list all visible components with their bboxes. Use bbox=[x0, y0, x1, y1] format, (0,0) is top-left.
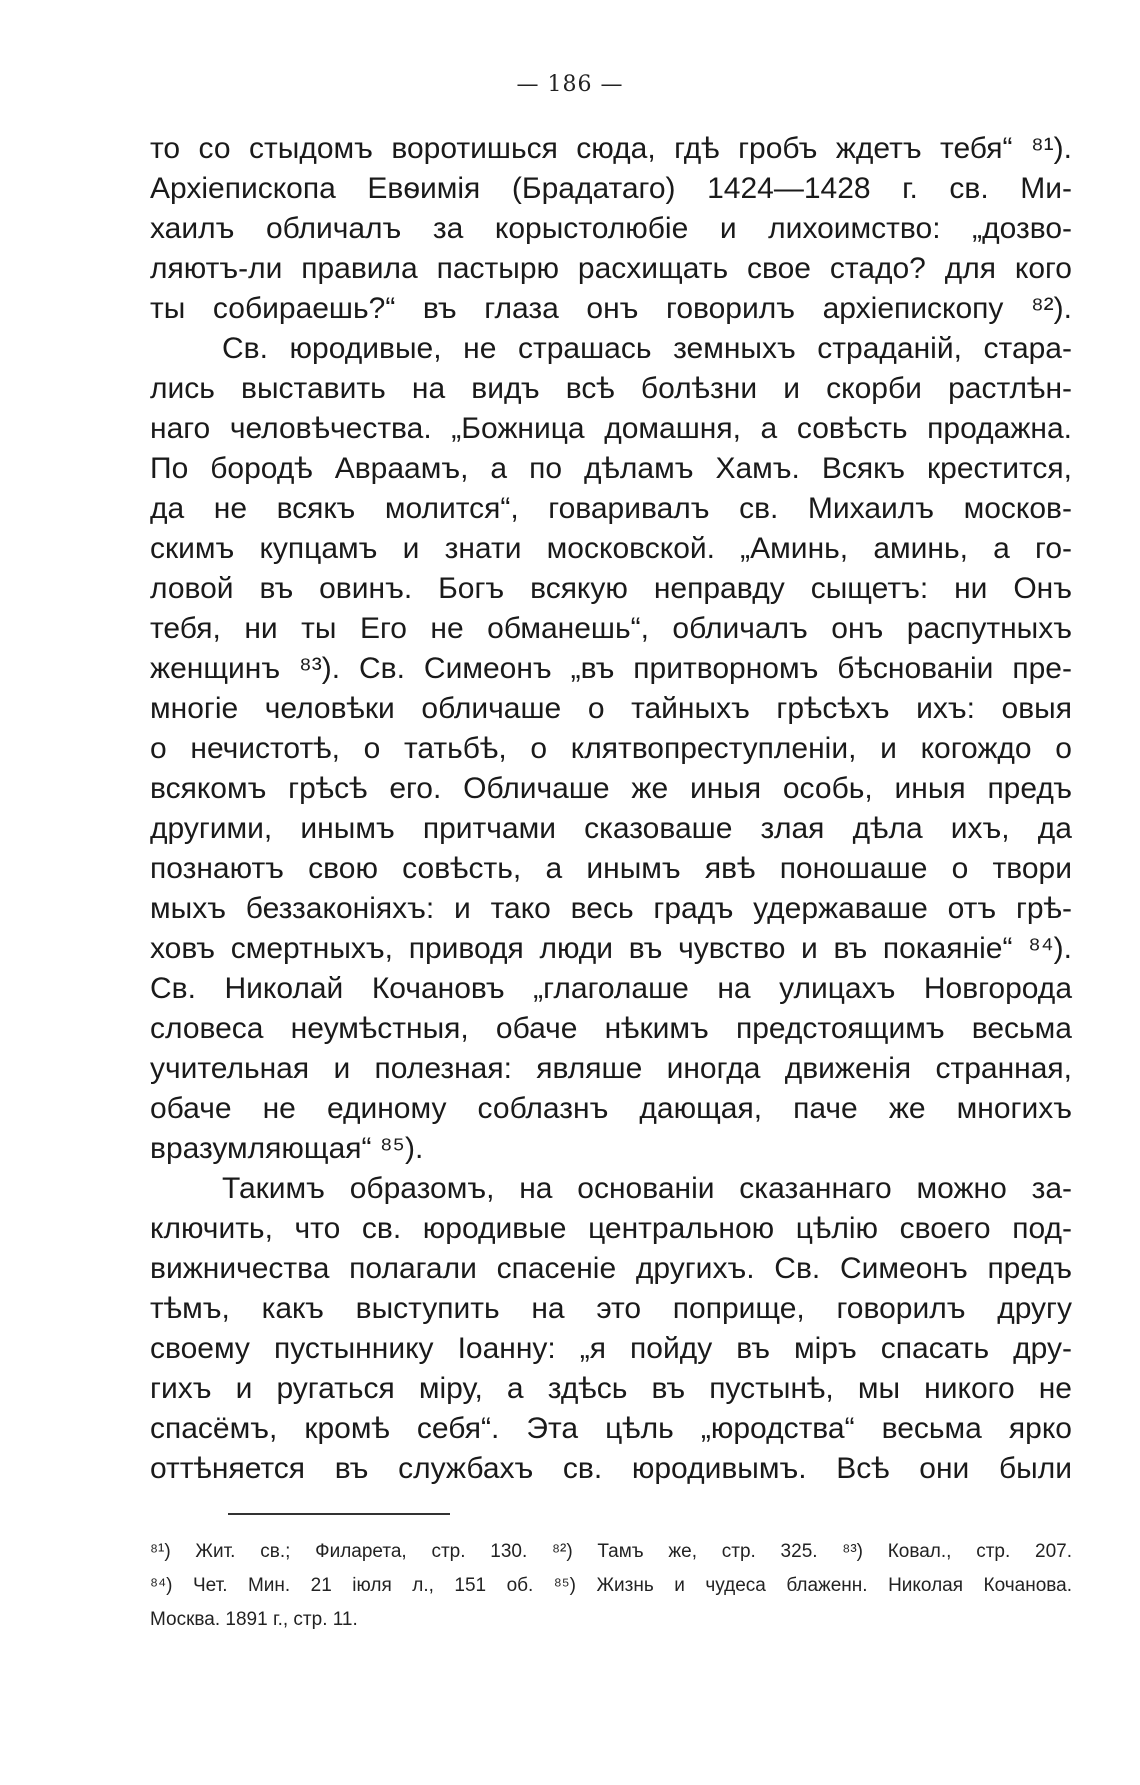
text-line: хаилъ обличалъ за корыстолюбіе и лихоимство: „дозво- bbox=[150, 212, 1072, 245]
text-line: ты собираешь?“ въ глаза онъ говорилъ архіепископу ⁸²). bbox=[150, 292, 1072, 325]
text-line: да не всякъ молится“, говаривалъ св. Михаилъ москов- bbox=[150, 492, 1072, 525]
text-line: многіе человѣки обличаше о тайныхъ грѣсѣхъ ихъ: овыя bbox=[150, 692, 1072, 725]
text-line: мыхъ беззаконіяхъ: и тако весь градъ удержаваше отъ грѣ- bbox=[150, 892, 1072, 925]
text-line: тѣмъ, какъ выступить на это поприще, говорилъ другу bbox=[150, 1292, 1072, 1325]
footnote-divider bbox=[228, 1513, 450, 1515]
text-line: спасёмъ, кромѣ себя“. Эта цѣль „юродства“ весьма ярко bbox=[150, 1412, 1072, 1445]
text-line: По бородѣ Авраамъ, а по дѣламъ Хамъ. Всякъ крестится, bbox=[150, 452, 1072, 485]
paragraph-end-line: вразумляющая“ ⁸⁵). bbox=[150, 1132, 424, 1165]
text-line: гихъ и ругаться міру, а здѣсь въ пустынѣ, мы никого не bbox=[150, 1372, 1072, 1405]
text-line: познаютъ свою совѣсть, а инымъ явѣ поношаше о твори bbox=[150, 852, 1072, 885]
text-line: учительная и полезная: являше иногда движенія странная, bbox=[150, 1052, 1072, 1085]
paragraph-start-line: Такимъ образомъ, на основаніи сказаннаго можно за- bbox=[222, 1172, 1072, 1205]
text-line: вижничества полагали спасеніе другихъ. Св. Симеонъ предъ bbox=[150, 1252, 1072, 1285]
text-line: своему пустыннику Іоанну: „я пойду въ міръ спасать дру- bbox=[150, 1332, 1072, 1365]
text-line: Св. Николай Кочановъ „глаголаше на улицахъ Новгорода bbox=[150, 972, 1072, 1005]
footnote-line: ⁸¹) Жит. св.; Филарета, стр. 130. ⁸²) Тамъ же, стр. 325. ⁸³) Ковал., стр. 207. bbox=[150, 1541, 1072, 1562]
text-line: ключить, что св. юродивые центральною цѣлію своего под- bbox=[150, 1212, 1072, 1245]
footnote-line: ⁸⁴) Чет. Мин. 21 іюля л., 151 об. ⁸⁵) Жизнь и чудеса блаженн. Николая Кочанова. bbox=[150, 1575, 1072, 1596]
text-line: тебя, ни ты Его не обманешь“, обличалъ онъ распутныхъ bbox=[150, 612, 1072, 645]
text-line: всякомъ грѣсѣ его. Обличаше же иныя особь, иныя предъ bbox=[150, 772, 1072, 805]
text-line: ляютъ-ли правила пастырю расхищать свое стадо? для кого bbox=[150, 252, 1072, 285]
text-line: обаче не единому соблазнъ дающая, паче же многихъ bbox=[150, 1092, 1072, 1125]
page-number: — 186 — bbox=[516, 72, 624, 97]
footnote-line: Москва. 1891 г., стр. 11. bbox=[150, 1609, 358, 1630]
text-line: женщинъ ⁸³). Св. Симеонъ „въ притворномъ бѣснованіи пре- bbox=[150, 652, 1072, 685]
text-line: лись выставить на видъ всѣ болѣзни и скорби растлѣн- bbox=[150, 372, 1072, 405]
paragraph-start-line: Св. юродивые, не страшась земныхъ страданій, стара- bbox=[222, 332, 1072, 365]
text-line: наго человѣчества. „Божница домашня, а совѣсть продажна. bbox=[150, 412, 1072, 445]
text-line: о нечистотѣ, о татьбѣ, о клятвопреступленіи, и когождо о bbox=[150, 732, 1072, 765]
text-line: оттѣняется въ службахъ св. юродивымъ. Всѣ они были bbox=[150, 1452, 1072, 1485]
text-line: то со стыдомъ воротишься сюда, гдѣ гробъ ждетъ тебя“ ⁸¹). bbox=[150, 132, 1072, 165]
text-line: Архіепископа Евѳимія (Брадатаго) 1424—1428 г. св. Ми- bbox=[150, 172, 1072, 205]
text-line: скимъ купцамъ и знати московской. „Аминь, аминь, а го- bbox=[150, 532, 1072, 565]
text-line: словеса неумѣстныя, обаче нѣкимъ предстоящимъ весьма bbox=[150, 1012, 1072, 1045]
text-line: другими, инымъ притчами сказоваше злая дѣла ихъ, да bbox=[150, 812, 1072, 845]
text-line: ховъ смертныхъ, приводя люди въ чувство и въ покаяніе“ ⁸⁴). bbox=[150, 932, 1072, 965]
text-line: ловой въ овинъ. Богъ всякую неправду сыщетъ: ни Онъ bbox=[150, 572, 1072, 605]
